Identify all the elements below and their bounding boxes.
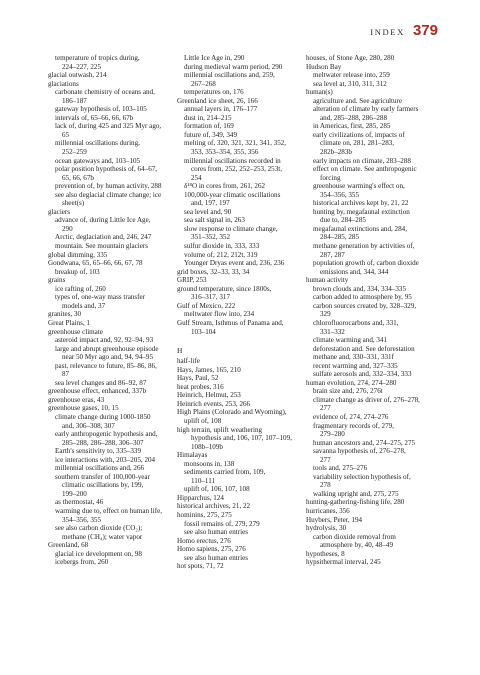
section-letter: H bbox=[177, 345, 183, 355]
index-subentry: 277 bbox=[320, 404, 331, 413]
index-subentry: Little Ice Age in, 290 bbox=[184, 54, 245, 62]
index-subentry: 108b–109b bbox=[191, 442, 223, 451]
index-entry: GRIP, 253 bbox=[177, 276, 207, 285]
index-entry: heat probes, 316 bbox=[177, 382, 224, 391]
index-entry: Gulf Stream, Isthmus of Panama and, bbox=[177, 318, 284, 327]
index-subentry: fossil remains of, 279, 279 bbox=[184, 519, 260, 528]
index-subentry: carbon dioxide removal from bbox=[313, 532, 396, 541]
index-subentry: and, 197, 197 bbox=[191, 199, 230, 208]
index-subentry: polar position hypothesis of, 64–67, bbox=[55, 165, 158, 174]
index-subentry: mountain. See mountain glaciers bbox=[55, 242, 148, 251]
index-entry: Homo sapiens, 275, 276 bbox=[177, 545, 246, 554]
index-entry: historical archives, 21, 22 bbox=[177, 502, 251, 511]
index-entry: Greenland, 68 bbox=[48, 541, 89, 550]
index-subentry: 331–332 bbox=[320, 327, 345, 336]
index-subentry: brown clouds and, 334, 334–335 bbox=[313, 284, 406, 293]
index-entry: houses, of Stone Age, 280, 280 bbox=[306, 54, 395, 62]
index-subentry: 316–317, 317 bbox=[191, 293, 231, 302]
index-subentry: hunting by, megafaunal extinction bbox=[313, 207, 410, 216]
index-entry: Huybers, Peter, 194 bbox=[306, 515, 363, 524]
index-subentry: icebergs from, 260 bbox=[55, 558, 109, 567]
index-entry: Hays, James, 165, 210 bbox=[177, 365, 241, 374]
index-subentry: alteration of climate by early farmers bbox=[313, 105, 419, 114]
index-entry: human(s) bbox=[306, 88, 333, 97]
index-entry: global dimming, 335 bbox=[48, 250, 108, 259]
index-entry: Homo erectus, 276 bbox=[177, 536, 231, 545]
index-subentry: 267–268 bbox=[191, 79, 216, 88]
index-subentry: in Americas, first, 285, 285 bbox=[313, 122, 391, 131]
index-subentry: breakup of, 103 bbox=[55, 267, 100, 276]
index-subentry: sediments carried from, 109, bbox=[184, 468, 266, 477]
index-subentry: 329 bbox=[320, 310, 331, 319]
index-subentry: emissions and, 344, 344 bbox=[320, 267, 389, 276]
index-entry: Gulf of Mexico, 222 bbox=[177, 301, 236, 310]
index-subentry: recent warming and, 327–335 bbox=[313, 361, 398, 370]
index-entry: greenhouse gases, 10, 15 bbox=[48, 404, 119, 413]
index-entry: high terrain, uplift weathering bbox=[177, 425, 263, 434]
index-entry: hot spots, 71, 72 bbox=[177, 562, 224, 571]
index-subentry: 103–104 bbox=[191, 327, 216, 336]
index-subentry: slow response to climate change, bbox=[184, 224, 278, 233]
index-subentry: population growth of, carbon dioxide bbox=[313, 259, 419, 268]
index-subentry: 353, 353–354, 355, 356 bbox=[191, 148, 259, 157]
index-subentry: variability selection hypothesis of, bbox=[313, 472, 411, 481]
index-subentry: due to, 284–285 bbox=[320, 216, 366, 225]
index-subentry: sheet(s) bbox=[62, 199, 85, 208]
index-subentry: savanna hypothesis of, 276–278, bbox=[313, 447, 406, 456]
index-subentry: 65, 66, 67b bbox=[62, 173, 94, 182]
index-entry: human evolution, 274, 274–280 bbox=[306, 378, 397, 387]
index-entry: Himalayas bbox=[177, 451, 208, 460]
index-subentry: ice interactions with, 203–205, 204 bbox=[55, 455, 156, 464]
index-entry: granites, 30 bbox=[48, 310, 82, 319]
section-gap bbox=[177, 336, 303, 345]
index-subentry: sea level changes and 86–92, 87 bbox=[55, 378, 147, 387]
index-subentry: 65 bbox=[62, 130, 70, 139]
index-subentry: asteroid impact and, 92, 92–94, 93 bbox=[55, 336, 154, 345]
index-subentry: climate change as driver of, 276–278, bbox=[313, 395, 420, 404]
index-subentry: climate warming and, 341 bbox=[313, 336, 388, 345]
index-subentry: 224–227, 225 bbox=[62, 62, 102, 71]
index-subentry: sea salt signal in, 263 bbox=[184, 216, 245, 225]
index-subentry: prevention of, by human activity, 288 bbox=[55, 182, 162, 191]
index-column-2 bbox=[177, 54, 306, 571]
index-entry: glaciers bbox=[48, 207, 71, 216]
index-entry: hurricanes, 356 bbox=[306, 506, 350, 515]
index-subentry: temperature of tropics during, bbox=[55, 54, 140, 62]
index-subentry: greenhouse warming's effect on, bbox=[313, 182, 405, 191]
index-subentry: millennial oscillations recorded in bbox=[184, 156, 281, 165]
index-subentry: megafaunal extinctions and, 284, bbox=[313, 224, 407, 233]
index-subentry: formation of, 169 bbox=[184, 122, 234, 131]
index-subentry: 254 bbox=[191, 173, 202, 182]
index-subentry: glacial ice development on, 98 bbox=[55, 549, 142, 558]
index-subentry: forcing bbox=[320, 173, 341, 182]
index-subentry: see also deglacial climate change; ice bbox=[55, 190, 162, 199]
index-subentry: sea level and, 90 bbox=[184, 207, 232, 216]
index-column-3 bbox=[306, 54, 435, 571]
index-entry: grains bbox=[48, 276, 66, 285]
index-subentry: brain size and, 276, 276t bbox=[313, 387, 383, 396]
index-subentry: 100,000-year climatic oscillations bbox=[184, 190, 281, 199]
index-subentry: advance of, during Little Ice Age, bbox=[55, 216, 151, 225]
index-column-1 bbox=[48, 54, 177, 571]
index-entry: greenhouse eras, 43 bbox=[48, 395, 105, 404]
index-subentry: methane (CH₄); water vapor bbox=[62, 532, 143, 541]
index-subentry: as thermostat, 46 bbox=[55, 498, 104, 507]
index-entry: ground temperature, since 1800s, bbox=[177, 284, 272, 293]
index-subentry: during medieval warm period, 290 bbox=[184, 62, 283, 71]
index-subentry: Younger Dryas event and, 236, 236 bbox=[184, 259, 285, 268]
index-subentry: melting of, 320, 321, 321, 341, 352, bbox=[184, 139, 287, 148]
index-subentry: cores from, 252, 252–253, 253t, bbox=[191, 165, 283, 174]
index-subentry: meltwater release into, 259 bbox=[313, 71, 390, 80]
index-entry: Greenland ice sheet, 26, 166 bbox=[177, 96, 258, 105]
index-subentry: millennial oscillations and, 266 bbox=[55, 464, 145, 473]
index-entry: human activity bbox=[306, 276, 349, 285]
index-columns bbox=[48, 54, 436, 571]
index-subentry: atmosphere by, 40, 48–49 bbox=[320, 541, 394, 550]
index-subentry: sulfate aerosols and, 332–334, 333 bbox=[313, 370, 412, 379]
index-entry: greenhouse climate bbox=[48, 327, 103, 336]
index-subentry: ice rafting of, 260 bbox=[55, 284, 106, 293]
index-subentry: Arctic, deglaciation and, 246, 247 bbox=[55, 233, 152, 242]
index-subentry: 186–187 bbox=[62, 96, 87, 105]
running-header bbox=[370, 22, 438, 39]
index-subentry: gateway hypothesis of, 103–105 bbox=[55, 105, 147, 114]
index-subentry: fragmentary records of, 279, bbox=[313, 421, 394, 430]
index-subentry: 279–280 bbox=[320, 430, 345, 439]
index-subentry: and, 306–308, 307 bbox=[62, 421, 115, 430]
index-subentry: carbon added to atmosphere by, 95 bbox=[313, 293, 412, 302]
index-subentry: annual layers in, 176–177 bbox=[184, 105, 258, 114]
index-entry: hypotheses, 8 bbox=[306, 549, 345, 558]
index-subentry: 199–200 bbox=[62, 489, 87, 498]
index-subentry: 278 bbox=[320, 481, 331, 490]
index-subentry: past, relevance to future, 85–86, 86, bbox=[55, 361, 157, 370]
index-subentry: 354–356, 355 bbox=[320, 190, 360, 199]
index-entry: Hays, Paul, 52 bbox=[177, 374, 219, 383]
index-subentry: hypothesis and, 106, 107, 107–109, bbox=[191, 434, 292, 443]
index-subentry: 284–285, 285 bbox=[320, 233, 360, 242]
index-subentry: models and, 37 bbox=[62, 301, 106, 310]
index-subentry: 87 bbox=[62, 370, 70, 379]
index-subentry: future of, 349, 349 bbox=[184, 130, 237, 139]
index-subentry: intervals of, 65–66, 66, 67b bbox=[55, 113, 134, 122]
index-entry: hypsithermal interval, 245 bbox=[306, 558, 381, 567]
index-entry: glacial outwash, 214 bbox=[48, 71, 107, 80]
index-entry: hominins, 275, 275 bbox=[177, 510, 232, 519]
index-subentry: 282b–283b bbox=[320, 148, 352, 157]
index-subentry: evidence of, 274, 274–276 bbox=[313, 412, 389, 421]
index-subentry: temperatures on, 176 bbox=[184, 88, 244, 97]
index-subentry: early anthropogenic hypothesis and, bbox=[55, 430, 158, 439]
index-entry: Hipparchus, 124 bbox=[177, 493, 224, 502]
index-subentry: effect on climate. See anthropogenic bbox=[313, 165, 417, 174]
index-subentry: warming due to, effect on human life, bbox=[55, 506, 163, 515]
index-subentry: millennial oscillations during, bbox=[55, 139, 140, 148]
index-subentry: historical archives kept by, 21, 22 bbox=[313, 199, 409, 208]
index-subentry: sea level at, 310, 311, 312 bbox=[313, 79, 387, 88]
index-subentry: early civilizations of, impacts of bbox=[313, 130, 405, 139]
index-subentry: southern transfer of 100,000-year bbox=[55, 472, 150, 481]
index-subentry: uplift of, 106, 107, 108 bbox=[184, 485, 250, 494]
index-subentry: sulfur dioxide in, 333, 333 bbox=[184, 242, 260, 251]
index-subentry: climate change during 1000-1850 bbox=[55, 412, 151, 421]
index-subentry: see also carbon dioxide (CO₂); bbox=[55, 524, 143, 533]
index-subentry: monsoons in, 138 bbox=[184, 459, 235, 468]
index-subentry: human ancestors and, 274–275, 275 bbox=[313, 438, 416, 447]
index-subentry: near 50 Myr ago and, 94, 94–95 bbox=[62, 353, 154, 362]
index-subentry: 290 bbox=[62, 224, 73, 233]
index-subentry: methane and, 330–331, 331f bbox=[313, 353, 394, 362]
index-subentry: 287, 287 bbox=[320, 250, 345, 259]
index-subentry: 354–356, 355 bbox=[62, 515, 102, 524]
index-subentry: early impacts on climate, 283–288 bbox=[313, 156, 411, 165]
index-subentry: 110–111 bbox=[191, 476, 216, 485]
index-subentry: climate on, 281, 281–283, bbox=[320, 139, 395, 148]
index-subentry: and, 285–288, 286–288 bbox=[320, 113, 387, 122]
index-subentry: types of, one-way mass transfer bbox=[55, 293, 146, 302]
index-subentry: 277 bbox=[320, 455, 331, 464]
index-entry: hunting-gathering-fishing life, 280 bbox=[306, 498, 405, 507]
index-entry: Great Plains, 1 bbox=[48, 318, 90, 327]
index-label: INDEX bbox=[370, 27, 405, 37]
index-subentry: large and abrupt greenhouse episode bbox=[55, 344, 159, 353]
index-entry: Heinrich, Helmut, 253 bbox=[177, 391, 241, 400]
index-subentry: see also human entries bbox=[184, 553, 249, 562]
index-subentry: carbon sources created by, 328–329, bbox=[313, 301, 417, 310]
index-subentry: walking upright and, 275, 275 bbox=[313, 489, 399, 498]
index-entry: half-life bbox=[177, 357, 200, 366]
index-subentry: 285–288, 286–288, 306–307 bbox=[62, 438, 144, 447]
index-entry: glaciations bbox=[48, 79, 79, 88]
index-entry: grid boxes, 32–33, 33, 34 bbox=[177, 267, 250, 276]
index-subentry: uplift of, 108 bbox=[184, 416, 222, 425]
index-subentry: meltwater flow into, 234 bbox=[184, 310, 255, 319]
page-number: 379 bbox=[412, 22, 438, 39]
index-subentry: 351–352, 352 bbox=[191, 233, 231, 242]
index-subentry: δ¹⁸O in cores from, 261, 262 bbox=[184, 182, 266, 191]
index-subentry: climatic oscillations by, 199, bbox=[62, 481, 144, 490]
index-subentry: deforestation and. See deforestation bbox=[313, 344, 415, 353]
index-subentry: millennial oscillations and, 259, bbox=[184, 71, 275, 80]
index-entry: Heinrich events, 253, 266 bbox=[177, 399, 251, 408]
index-subentry: see also human entries bbox=[184, 528, 249, 537]
index-subentry: methane generation by activities of, bbox=[313, 242, 415, 251]
index-entry: High Plains (Colorado and Wyoming), bbox=[177, 408, 287, 417]
index-entry: greenhouse effect, enhanced, 337b bbox=[48, 387, 147, 396]
index-subentry: carbonate chemistry of oceans and, bbox=[55, 88, 155, 97]
index-subentry: chlorofluorocarbons and, 331, bbox=[313, 318, 399, 327]
index-subentry: volume of, 212, 212t, 319 bbox=[184, 250, 258, 259]
index-subentry: tools and, 275–276 bbox=[313, 464, 368, 473]
index-subentry: agriculture and. See agriculture bbox=[313, 96, 403, 105]
index-subentry: lack of, during 425 and 325 Myr ago, bbox=[55, 122, 162, 131]
index-subentry: 252–259 bbox=[62, 148, 87, 157]
index-entry: hydrolysis, 30 bbox=[306, 524, 347, 533]
index-subentry: Earth's sensitivity to, 335–339 bbox=[55, 447, 142, 456]
index-subentry: dust in, 214–215 bbox=[184, 113, 232, 122]
index-entry: Gondwana, 65, 65–66, 66, 67, 78 bbox=[48, 259, 143, 268]
index-subentry: ocean gateways and, 103–105 bbox=[55, 156, 141, 165]
index-entry: Hudson Bay bbox=[306, 62, 342, 71]
